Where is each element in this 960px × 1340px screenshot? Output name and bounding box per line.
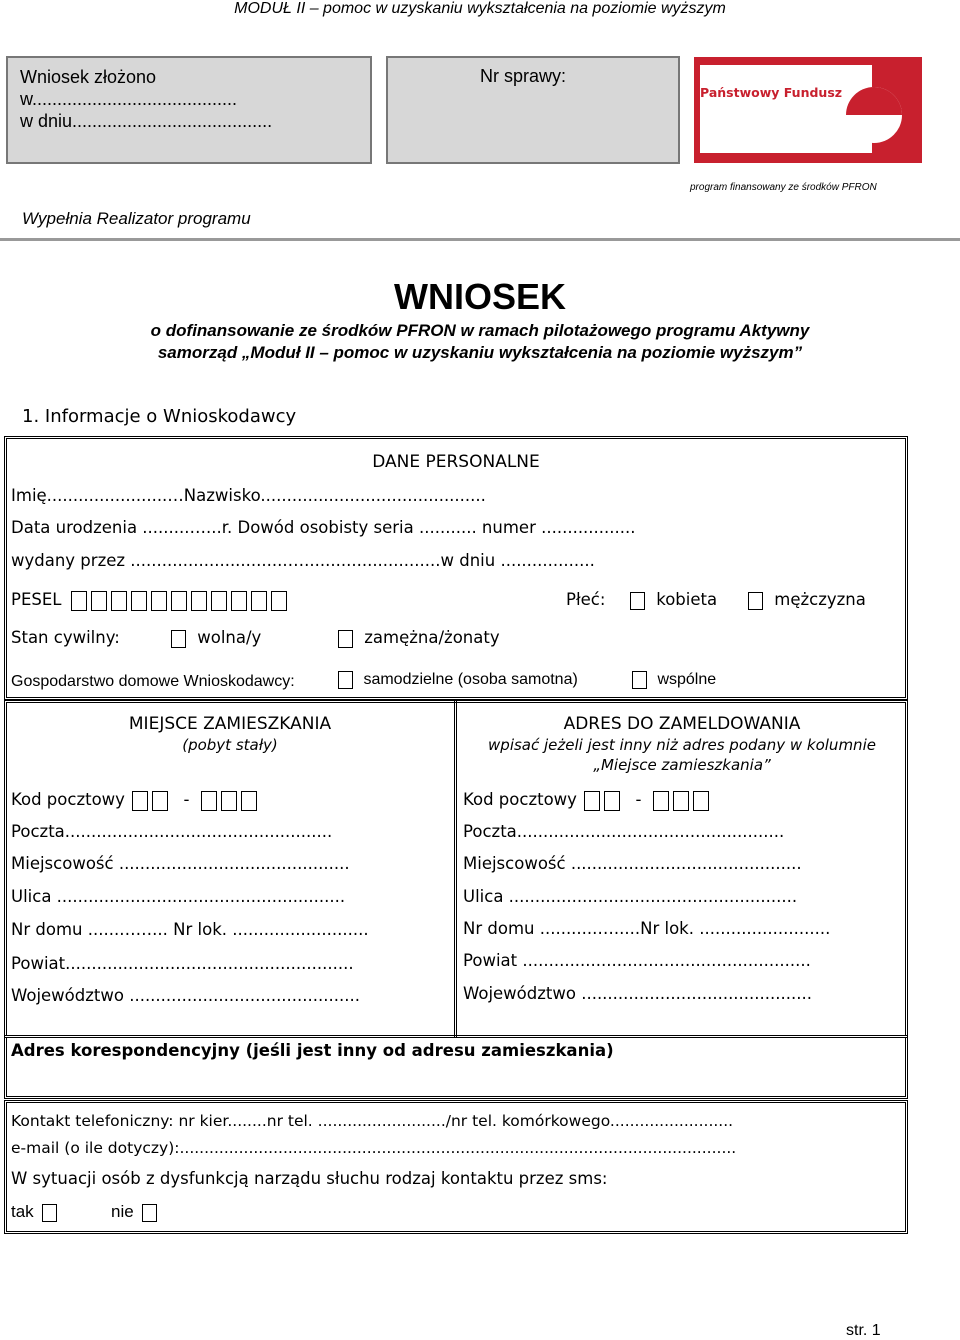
subtitle-line-2: samorząd „Moduł II – pomoc w uzyskaniu wykształcenia na poziomie wyższym”: [157, 343, 803, 362]
sex-female-option[interactable]: [630, 590, 717, 610]
civil-married-option[interactable]: [338, 628, 500, 648]
residence-heading: MIEJSCE ZAMIESZKANIA: [128, 714, 332, 734]
case-number-label: Nr sprawy:: [480, 66, 567, 86]
submitted-date-field[interactable]: w dniu........................................: [20, 111, 273, 131]
sex-male-label: mężczyzna: [774, 590, 866, 609]
registration-district-field[interactable]: Powiat .......................................................: [463, 951, 811, 970]
checkbox-icon[interactable]: [338, 671, 353, 689]
sex-label: Płeć:: [566, 590, 606, 609]
residence-postal-row: [11, 790, 261, 811]
sms-question: W sytuacji osób z dysfunkcją narządu słuchu rodzaj kontaktu przez sms:: [11, 1169, 608, 1188]
residence-district-field[interactable]: Powiat.......................................................: [11, 954, 354, 973]
logo-circle-icon: [846, 87, 902, 143]
registration-province-field[interactable]: Województwo ............................................: [463, 984, 812, 1003]
registration-subheading-1: wpisać jeżeli jest inny niż adres podany w kolumnie: [488, 736, 876, 754]
page-number: str. 1: [846, 1322, 881, 1339]
form-title: WNIOSEK: [393, 276, 566, 317]
pesel-row: [11, 590, 291, 611]
registration-house-number-field[interactable]: Nr domu ...........….....Nr lok. .........................: [463, 919, 831, 938]
registration-postal-boxes[interactable]: -: [584, 790, 712, 809]
correspondence-heading: Adres korespondencyjny (jeśli jest inny od adresu zamieszkania): [11, 1041, 614, 1060]
checkbox-icon[interactable]: [630, 592, 645, 610]
submission-box: [6, 56, 372, 164]
household-shared-option[interactable]: [632, 671, 716, 689]
civil-single-option[interactable]: [171, 628, 261, 648]
civil-married-label: zamężna/żonaty: [364, 628, 500, 647]
email-field[interactable]: e-mail (o ile dotyczy):.................................................................................................................: [11, 1139, 737, 1157]
sms-no-option[interactable]: [111, 1202, 157, 1222]
registration-post-office-field[interactable]: Poczta...................................................: [463, 822, 785, 841]
registration-subheading-2: „Miejsce zamieszkania”: [593, 756, 771, 774]
address-column-divider: [454, 700, 457, 1038]
fill-note: Wypełnia Realizator programu: [22, 209, 251, 228]
personal-data-heading: DANE PERSONALNE: [372, 452, 540, 472]
divider: [0, 238, 960, 241]
pesel-digit-boxes[interactable]: [71, 590, 291, 609]
residence-subheading: (pobyt stały): [182, 736, 278, 754]
logo-line-1: Państwowy Fundusz: [700, 85, 843, 100]
residence-postal-boxes[interactable]: -: [132, 790, 260, 809]
case-number-box[interactable]: [386, 56, 680, 164]
submitted-at-field[interactable]: w.........................................: [20, 89, 238, 109]
sex-female-label: kobieta: [656, 590, 718, 609]
subtitle-line-1: o dofinansowanie ze środków PFRON w ramach pilotażowego programu Aktywny: [150, 321, 810, 340]
checkbox-icon[interactable]: [748, 592, 763, 610]
registration-postal-label: Kod pocztowy: [463, 790, 577, 809]
checkbox-icon[interactable]: [338, 630, 353, 648]
residence-postal-label: Kod pocztowy: [11, 790, 125, 809]
civil-single-label: wolna/y: [197, 628, 262, 647]
running-header: MODUŁ II – pomoc w uzyskaniu wykształcenia na poziomie wyższym: [234, 0, 726, 17]
sex-male-option[interactable]: [748, 590, 866, 610]
section-heading: 1. Informacje o Wnioskodawcy: [22, 406, 297, 427]
checkbox-icon[interactable]: [632, 671, 647, 689]
civil-status-label: Stan cywilny:: [11, 628, 120, 647]
checkbox-icon[interactable]: [142, 1204, 157, 1222]
sms-no-label: nie: [111, 1202, 134, 1221]
residence-house-number-field[interactable]: Nr domu ......……... Nr lok. ..........................: [11, 920, 369, 939]
checkbox-icon[interactable]: [171, 630, 186, 648]
registration-postal-row: [463, 790, 713, 811]
residence-street-field[interactable]: Ulica .......................................................: [11, 887, 346, 906]
logo-line-2: Rehabilitacji Osób: [700, 112, 828, 127]
registration-heading: ADRES DO ZAMELDOWANIA: [563, 714, 801, 734]
logo-line-3: Niepełnosprawnych: [700, 127, 839, 142]
submitted-label: Wniosek złożono: [20, 67, 157, 87]
household-alone-label: samodzielne (osoba samotna): [363, 671, 578, 689]
logo-line-2-3: [700, 112, 839, 142]
residence-post-office-field[interactable]: Poczta...................................................: [11, 822, 333, 841]
registration-street-field[interactable]: Ulica .......................................................: [463, 887, 798, 906]
registration-town-field[interactable]: Miejscowość ............................................: [463, 854, 802, 873]
phone-field[interactable]: Kontakt telefoniczny: nr kier........nr tel. ........................../nr tel. komórkowego.........................: [11, 1112, 734, 1130]
household-shared-label: wspólne: [657, 671, 717, 689]
sms-yes-label: tak: [11, 1202, 34, 1221]
residence-province-field[interactable]: Województwo ............................................: [11, 986, 360, 1005]
birth-id-field[interactable]: Data urodzenia .........…...r. Dowód osobisty seria ........... numer ..................: [11, 518, 636, 537]
pesel-label: PESEL: [11, 590, 62, 609]
sms-yes-option[interactable]: [11, 1202, 57, 1222]
household-alone-option[interactable]: [338, 671, 578, 689]
pfron-logo: [694, 57, 922, 163]
household-label: Gospodarstwo domowe Wnioskodawcy:: [11, 673, 295, 690]
name-surname-field[interactable]: Imię.......................…Nazwisko...........................................: [11, 486, 486, 505]
program-note: program finansowany ze środków PFRON: [690, 182, 877, 193]
issued-by-field[interactable]: wydany przez ..............................…..........................w dniu ..................: [11, 551, 595, 570]
form-subtitle: [60, 320, 900, 364]
residence-town-field[interactable]: Miejscowość ............................................: [11, 854, 350, 873]
checkbox-icon[interactable]: [42, 1204, 57, 1222]
